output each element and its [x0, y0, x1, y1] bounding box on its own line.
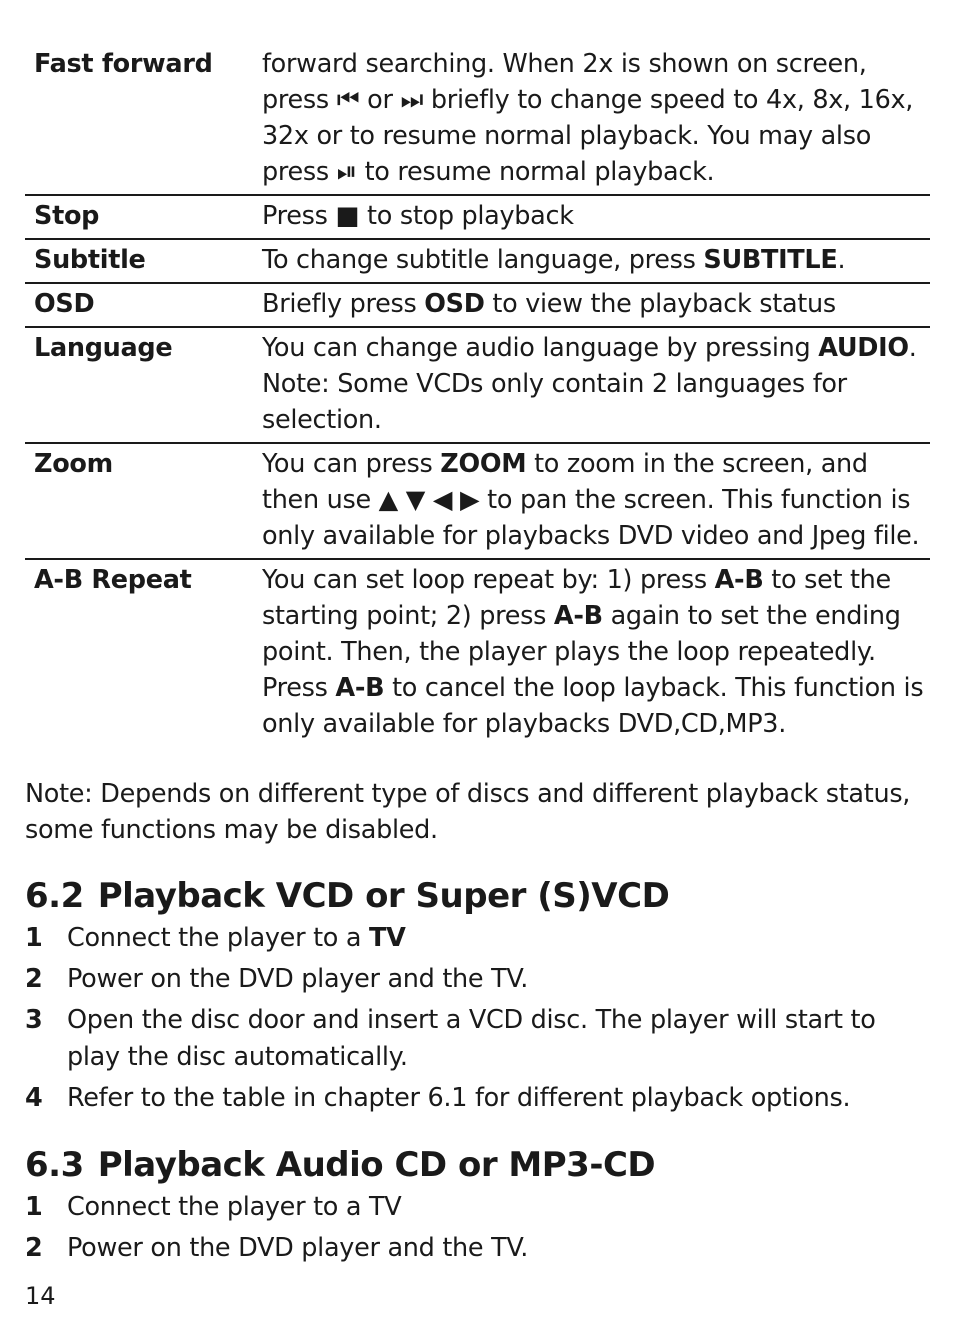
arrow-right-icon: ▶ — [460, 485, 480, 515]
text-run: Connect the player to a TV — [67, 1192, 402, 1222]
step-text — [67, 961, 528, 998]
function-name: Zoom — [25, 443, 262, 559]
text-run: Refer to the table in chapter 6.1 for different playback options. — [67, 1083, 851, 1113]
section-title: Playback Audio CD or MP3-CD — [97, 1145, 656, 1185]
step-number: 2 — [25, 1233, 43, 1263]
arrow-down-icon: ▼ — [405, 485, 426, 515]
text-run: to view the playback status — [484, 289, 836, 319]
text-run — [452, 485, 460, 515]
note-text: Note: Depends on different type of discs and different playback status, some functions may be disabled. — [25, 779, 911, 845]
text-run: Open the disc door and insert a VCD disc. The player will start to play the disc automatically. — [67, 1005, 876, 1072]
keyword: A-B — [335, 673, 385, 703]
section-heading — [25, 874, 930, 918]
text-run: You can press — [262, 449, 441, 479]
keyword: ZOOM — [440, 449, 527, 479]
step-text — [67, 1080, 850, 1117]
table-row — [25, 327, 930, 443]
function-name: A-B Repeat — [25, 559, 262, 746]
list-item — [25, 1189, 930, 1226]
text-run — [398, 485, 406, 515]
function-name: OSD — [25, 283, 262, 327]
text-run: Power on the DVD player and the TV. — [67, 1233, 529, 1263]
page-content — [25, 44, 930, 1271]
previous-icon: ⏮ — [336, 85, 360, 115]
keyword: A-B — [714, 565, 764, 595]
text-run: Power on the DVD player and the TV. — [67, 964, 529, 994]
text-run — [425, 485, 433, 515]
table-row — [25, 283, 930, 327]
text-run: You can set loop repeat by: 1) press — [262, 565, 715, 595]
text-run: to cancel the loop layback. This function is only available for playbacks DVD,CD,MP3. — [262, 673, 924, 739]
steps-list — [25, 1189, 930, 1267]
function-name: Stop — [25, 195, 262, 239]
text-run: again to set the ending point. Then, the player plays the loop repeatedly. Press — [262, 601, 901, 703]
step-number: 2 — [25, 964, 43, 994]
table-body — [25, 44, 930, 746]
text-run: forward searching. When 2x is shown on screen, press — [262, 49, 867, 115]
section — [25, 874, 930, 1117]
text-run: briefly to change speed to 4x, 8x, 16x, 32x or to resume normal playback. You may also press — [262, 85, 914, 187]
list-item — [25, 961, 930, 998]
keyword: SUBTITLE — [703, 245, 838, 275]
text-run: Connect the player to a — [67, 923, 370, 953]
function-description — [262, 327, 930, 443]
step-text — [67, 1189, 401, 1226]
step-number: 1 — [25, 1192, 43, 1222]
playback-options-table — [25, 44, 930, 746]
step-number: 3 — [25, 1005, 43, 1035]
table-row — [25, 44, 930, 195]
list-item — [25, 1230, 930, 1267]
text-run: To change subtitle language, press — [262, 245, 704, 275]
stop-icon: ■ — [335, 201, 360, 231]
next-icon: ⏭ — [400, 85, 424, 115]
function-description — [262, 239, 930, 283]
step-text — [67, 1002, 930, 1076]
list-item — [25, 1080, 930, 1117]
function-name: Subtitle — [25, 239, 262, 283]
table-row — [25, 559, 930, 746]
section — [25, 1143, 930, 1267]
keyword: OSD — [424, 289, 485, 319]
step-text — [67, 1230, 528, 1267]
keyword: A-B — [553, 601, 603, 631]
text-run: or — [359, 85, 401, 115]
text-run: to zoom in the screen, and then use — [262, 449, 868, 515]
text-run: to resume normal playback. — [356, 157, 715, 187]
step-number: 4 — [25, 1083, 43, 1113]
table-row — [25, 443, 930, 559]
function-description — [262, 559, 930, 746]
step-text — [67, 920, 406, 957]
section-title: Playback VCD or Super (S)VCD — [97, 876, 670, 916]
text-run: . — [837, 245, 846, 275]
table-row — [25, 239, 930, 283]
section-number: 6.3 — [25, 1145, 84, 1185]
function-description — [262, 195, 930, 239]
keyword: TV — [369, 923, 406, 953]
arrow-left-icon: ◀ — [432, 485, 453, 515]
step-number: 1 — [25, 923, 43, 953]
text-run: to stop playback — [359, 201, 574, 231]
table-row — [25, 195, 930, 239]
steps-list — [25, 920, 930, 1117]
arrow-up-icon: ▲ — [378, 485, 398, 515]
keyword: AUDIO — [818, 333, 909, 363]
section-heading — [25, 1143, 930, 1187]
sections — [25, 874, 930, 1267]
function-name: Fast forward — [34, 49, 213, 79]
function-name: Language — [25, 327, 262, 443]
function-description — [262, 283, 930, 327]
list-item — [25, 1002, 930, 1076]
text-run: . Note: Some VCDs only contain 2 languages for selection. — [262, 333, 917, 435]
page-number: 14 — [25, 1282, 56, 1310]
text-run: Briefly press — [262, 289, 425, 319]
function-description — [262, 44, 930, 195]
text-run: You can change audio language by pressing — [262, 333, 819, 363]
text-run: to pan the screen. This function is only available for playbacks DVD video and Jpeg file. — [262, 485, 920, 551]
play-pause-icon: ⏯ — [336, 157, 357, 187]
list-item — [25, 920, 930, 957]
text-run: Press — [262, 201, 336, 231]
section-number: 6.2 — [25, 876, 84, 916]
text-run: to set the starting point; 2) press — [262, 565, 891, 631]
function-description — [262, 443, 930, 559]
